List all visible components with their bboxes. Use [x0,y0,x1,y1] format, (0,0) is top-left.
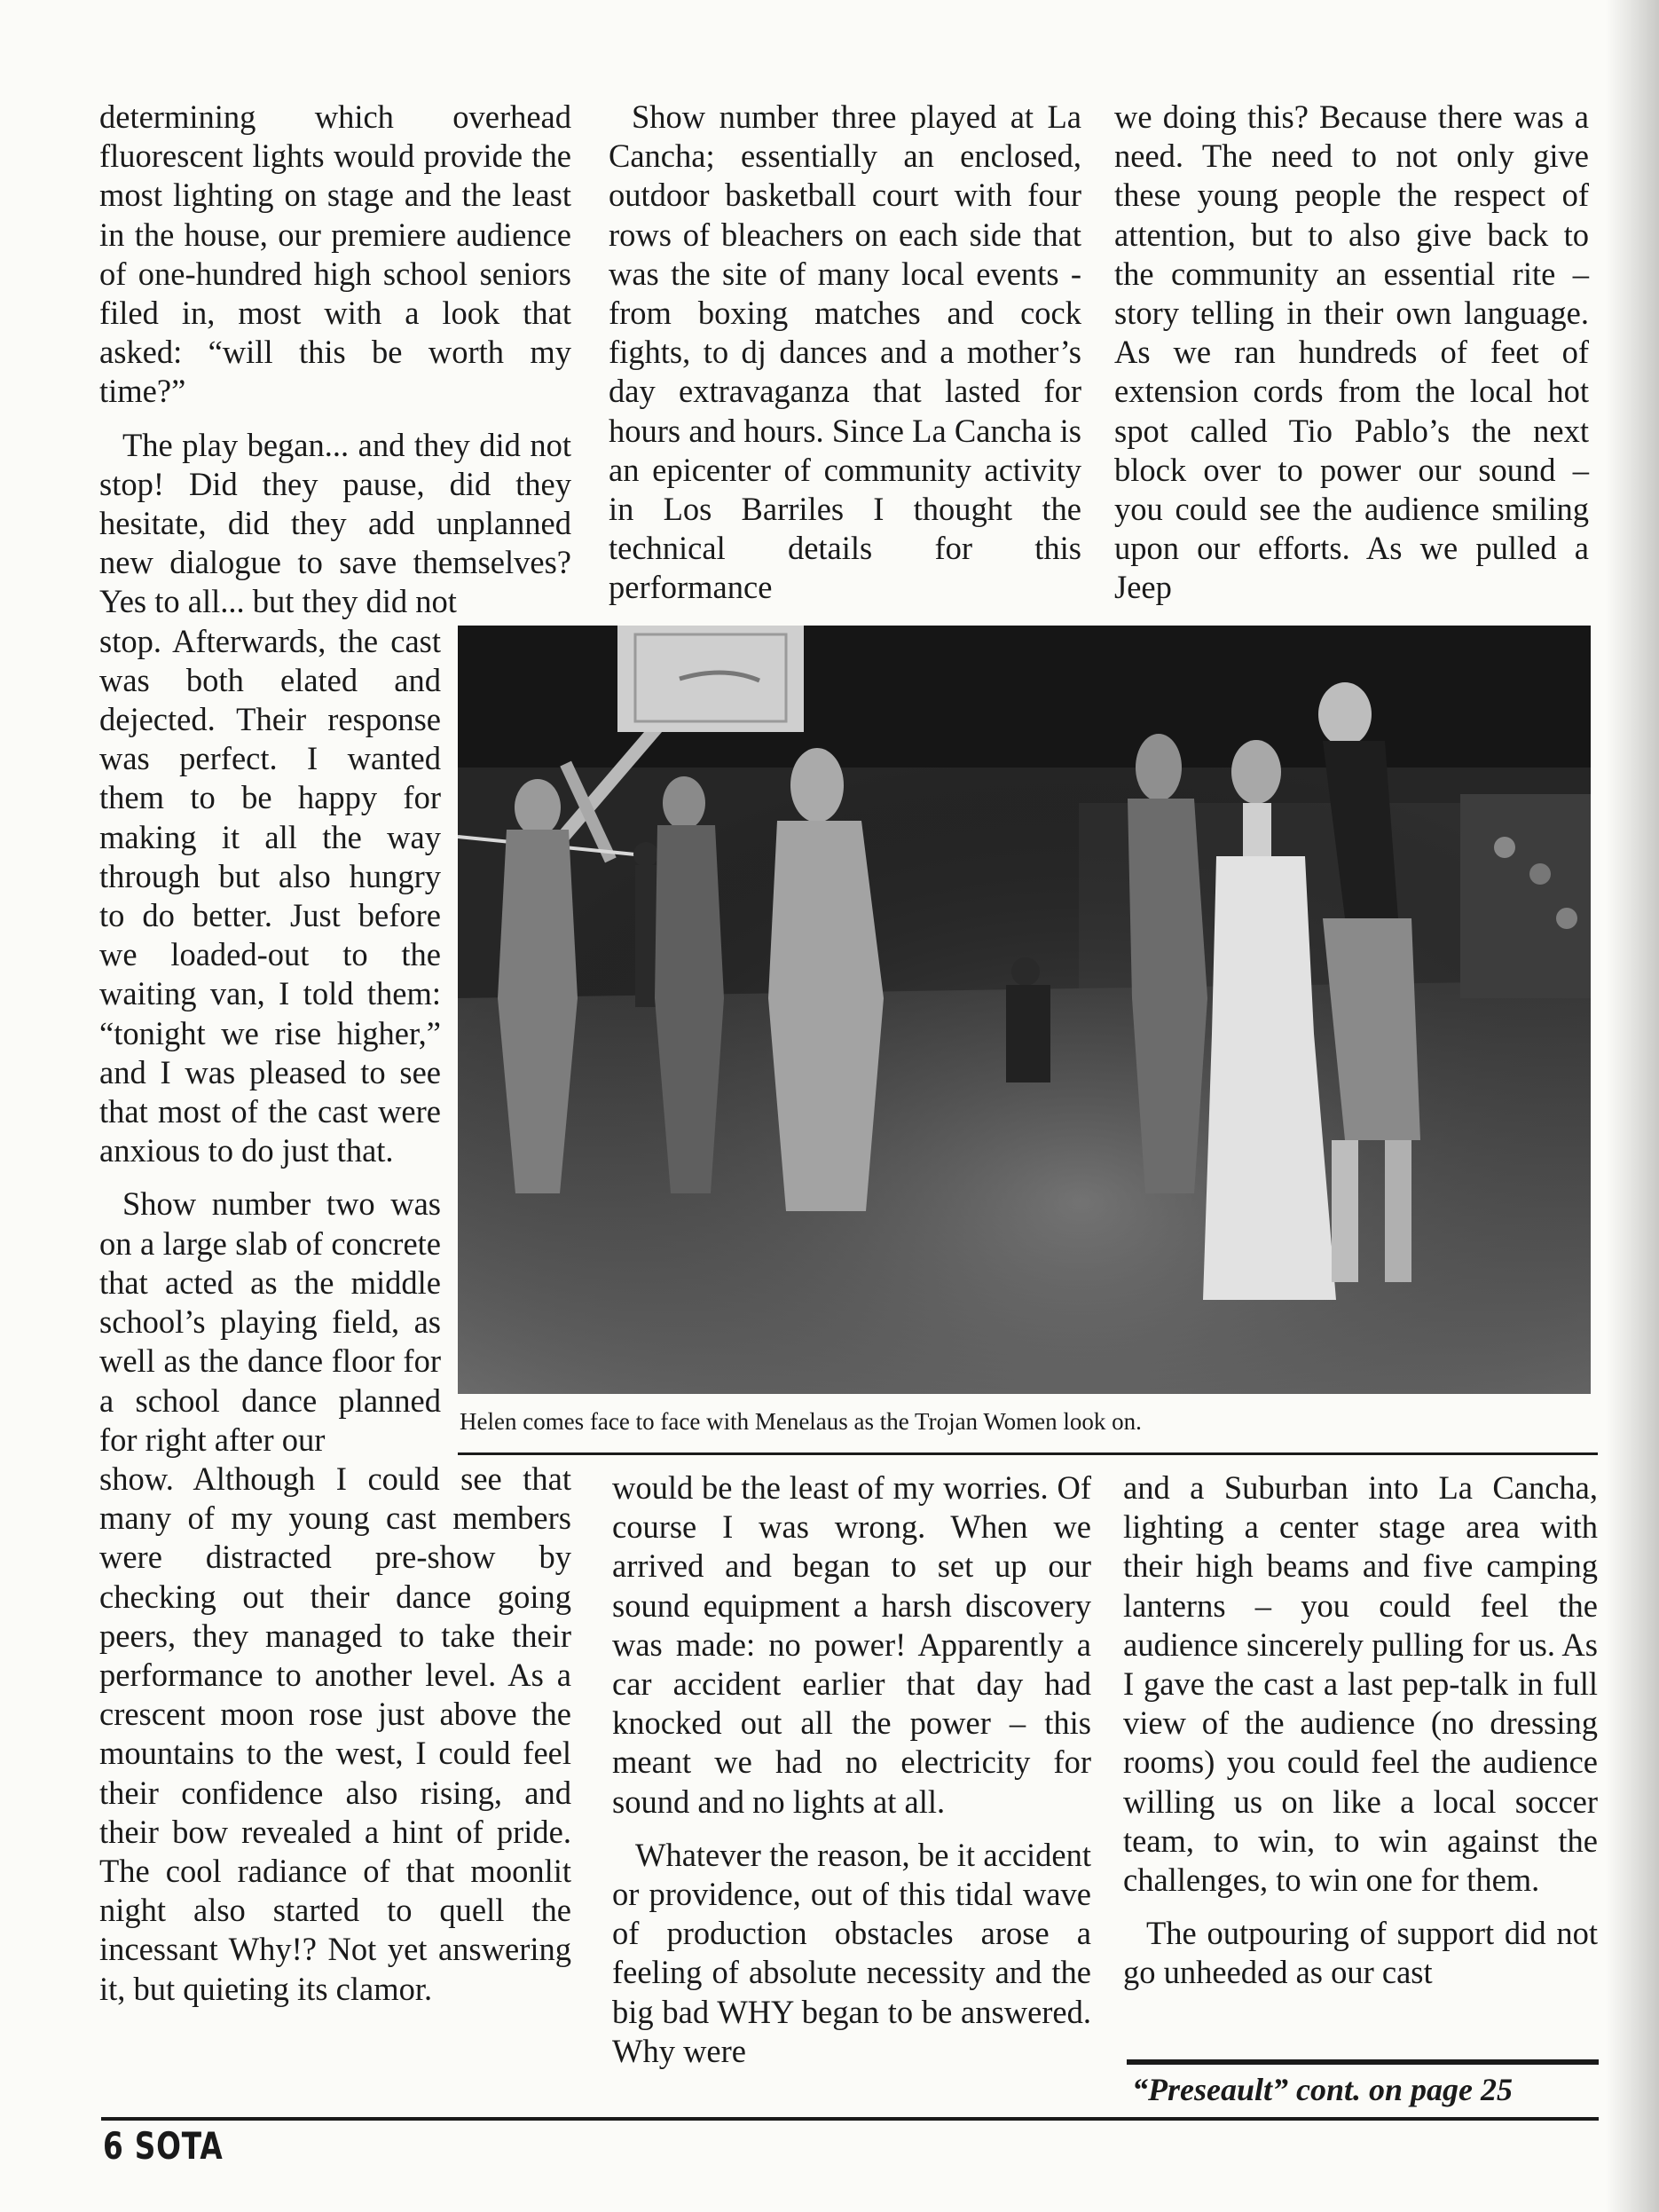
paragraph: Show number three played at La Cancha; essentially an enclosed, outdoor basketball court with four rows of bleachers on each side that was the site of many local events - from boxing matches and cock fights, to dj dances and a mother’s day extravaganza that lasted for hours and hours. Since La Cancha is an epicenter of community activity in Los Barriles I thought the technical details for this performance [609,98,1081,606]
caption-rule [458,1452,1598,1455]
continuation-rule [1127,2059,1599,2065]
article-column-3 [1114,98,1589,608]
trojan-women-scene-image [458,626,1591,1394]
footer-rule [101,2117,1599,2121]
paragraph: would be the least of my worries. Of course I was wrong. When we arrived and began to set up our sound equipment a harsh discovery was made: no power! Apparently a car accident earlier that day had knocked out all the power – this meant we had no electricity for sound and no lights at all. [612,1469,1091,1820]
article-column-2 [609,98,1081,608]
article-column-5 [1123,1468,1598,1993]
paragraph: The play began... and they did not stop! Did they pause, did they hesitate, did they add unplanned new dialogue to save themselves? Yes to all... but they did not [99,426,571,620]
paragraph: show. Although I could see that many of my young cast members were distracted pre-show by checking out their dance going peers, they managed to take their performance to another level. As a crescent moon rose just above the mountains to the west, I could feel their confidence also rising, and their bow revealed a hint of pride. The cool radiance of that moonlit night also started to quell the incessant Why!? Not yet answering it, but quieting its clamor. [99,1460,571,2007]
continuation-note: “Preseault” cont. on page 25 [1132,2072,1513,2107]
paragraph: Whatever the reason, be it accident or providence, out of this tidal wave of production obstacles arose a feeling of absolute necessity and the big bad WHY began to be answered. Why were [612,1836,1091,2069]
article-column-4 [612,1468,1091,2071]
scan-page-edge [1606,0,1659,2212]
paragraph-wrapped: stop. Afterwards, the cast was both elated and dejected. Their response was perfect. I wanted them to be happy for making it all the way through but also hungry to do better. Just before we loaded-out to the waiting van, I told them: “tonight we rise higher,” and I was pleased to see that most of the cast were anxious to do just that. [99,622,441,1169]
photo-caption: Helen comes face to face with Menelaus as the Trojan Women look on. [460,1408,1142,1435]
paragraph-wrapped: Show number two was on a large slab of concrete that acted as the middle school’s playing field, as well as the dance floor for a school dance planned for right after our [99,1185,441,1458]
paragraph: and a Suburban into La Cancha, lighting a center stage area with their high beams and five camping lanterns – you could feel the audience sincerely pulling for us. As I gave the cast a last pep-talk in full view of the audience (no dressing rooms) you could feel the audience willing us on like a local soccer team, to win, to win against the challenges, to win one for them. [1123,1469,1598,1899]
paragraph: determining which overhead fluorescent lights would provide the most lighting on stage and the least in the house, our premiere audience of one-hundred high school seniors filed in, most with a look that asked: “will this be worth my time?” [99,98,571,410]
page-folio: 6 SOTA [103,2124,224,2168]
performance-photo [458,626,1591,1394]
paragraph: we doing this? Because there was a need. The need to not only give these young people the respect of attention, but to also give back to the community an essential rite – story telling in their own language. As we ran hundreds of feet of extension cords from the local hot spot called Tio Pablo’s the next block over to power our sound – you could see the audience smiling upon our efforts. As we pulled a Jeep [1114,98,1589,606]
paragraph: The outpouring of support did not go unheeded as our cast [1123,1915,1598,1991]
